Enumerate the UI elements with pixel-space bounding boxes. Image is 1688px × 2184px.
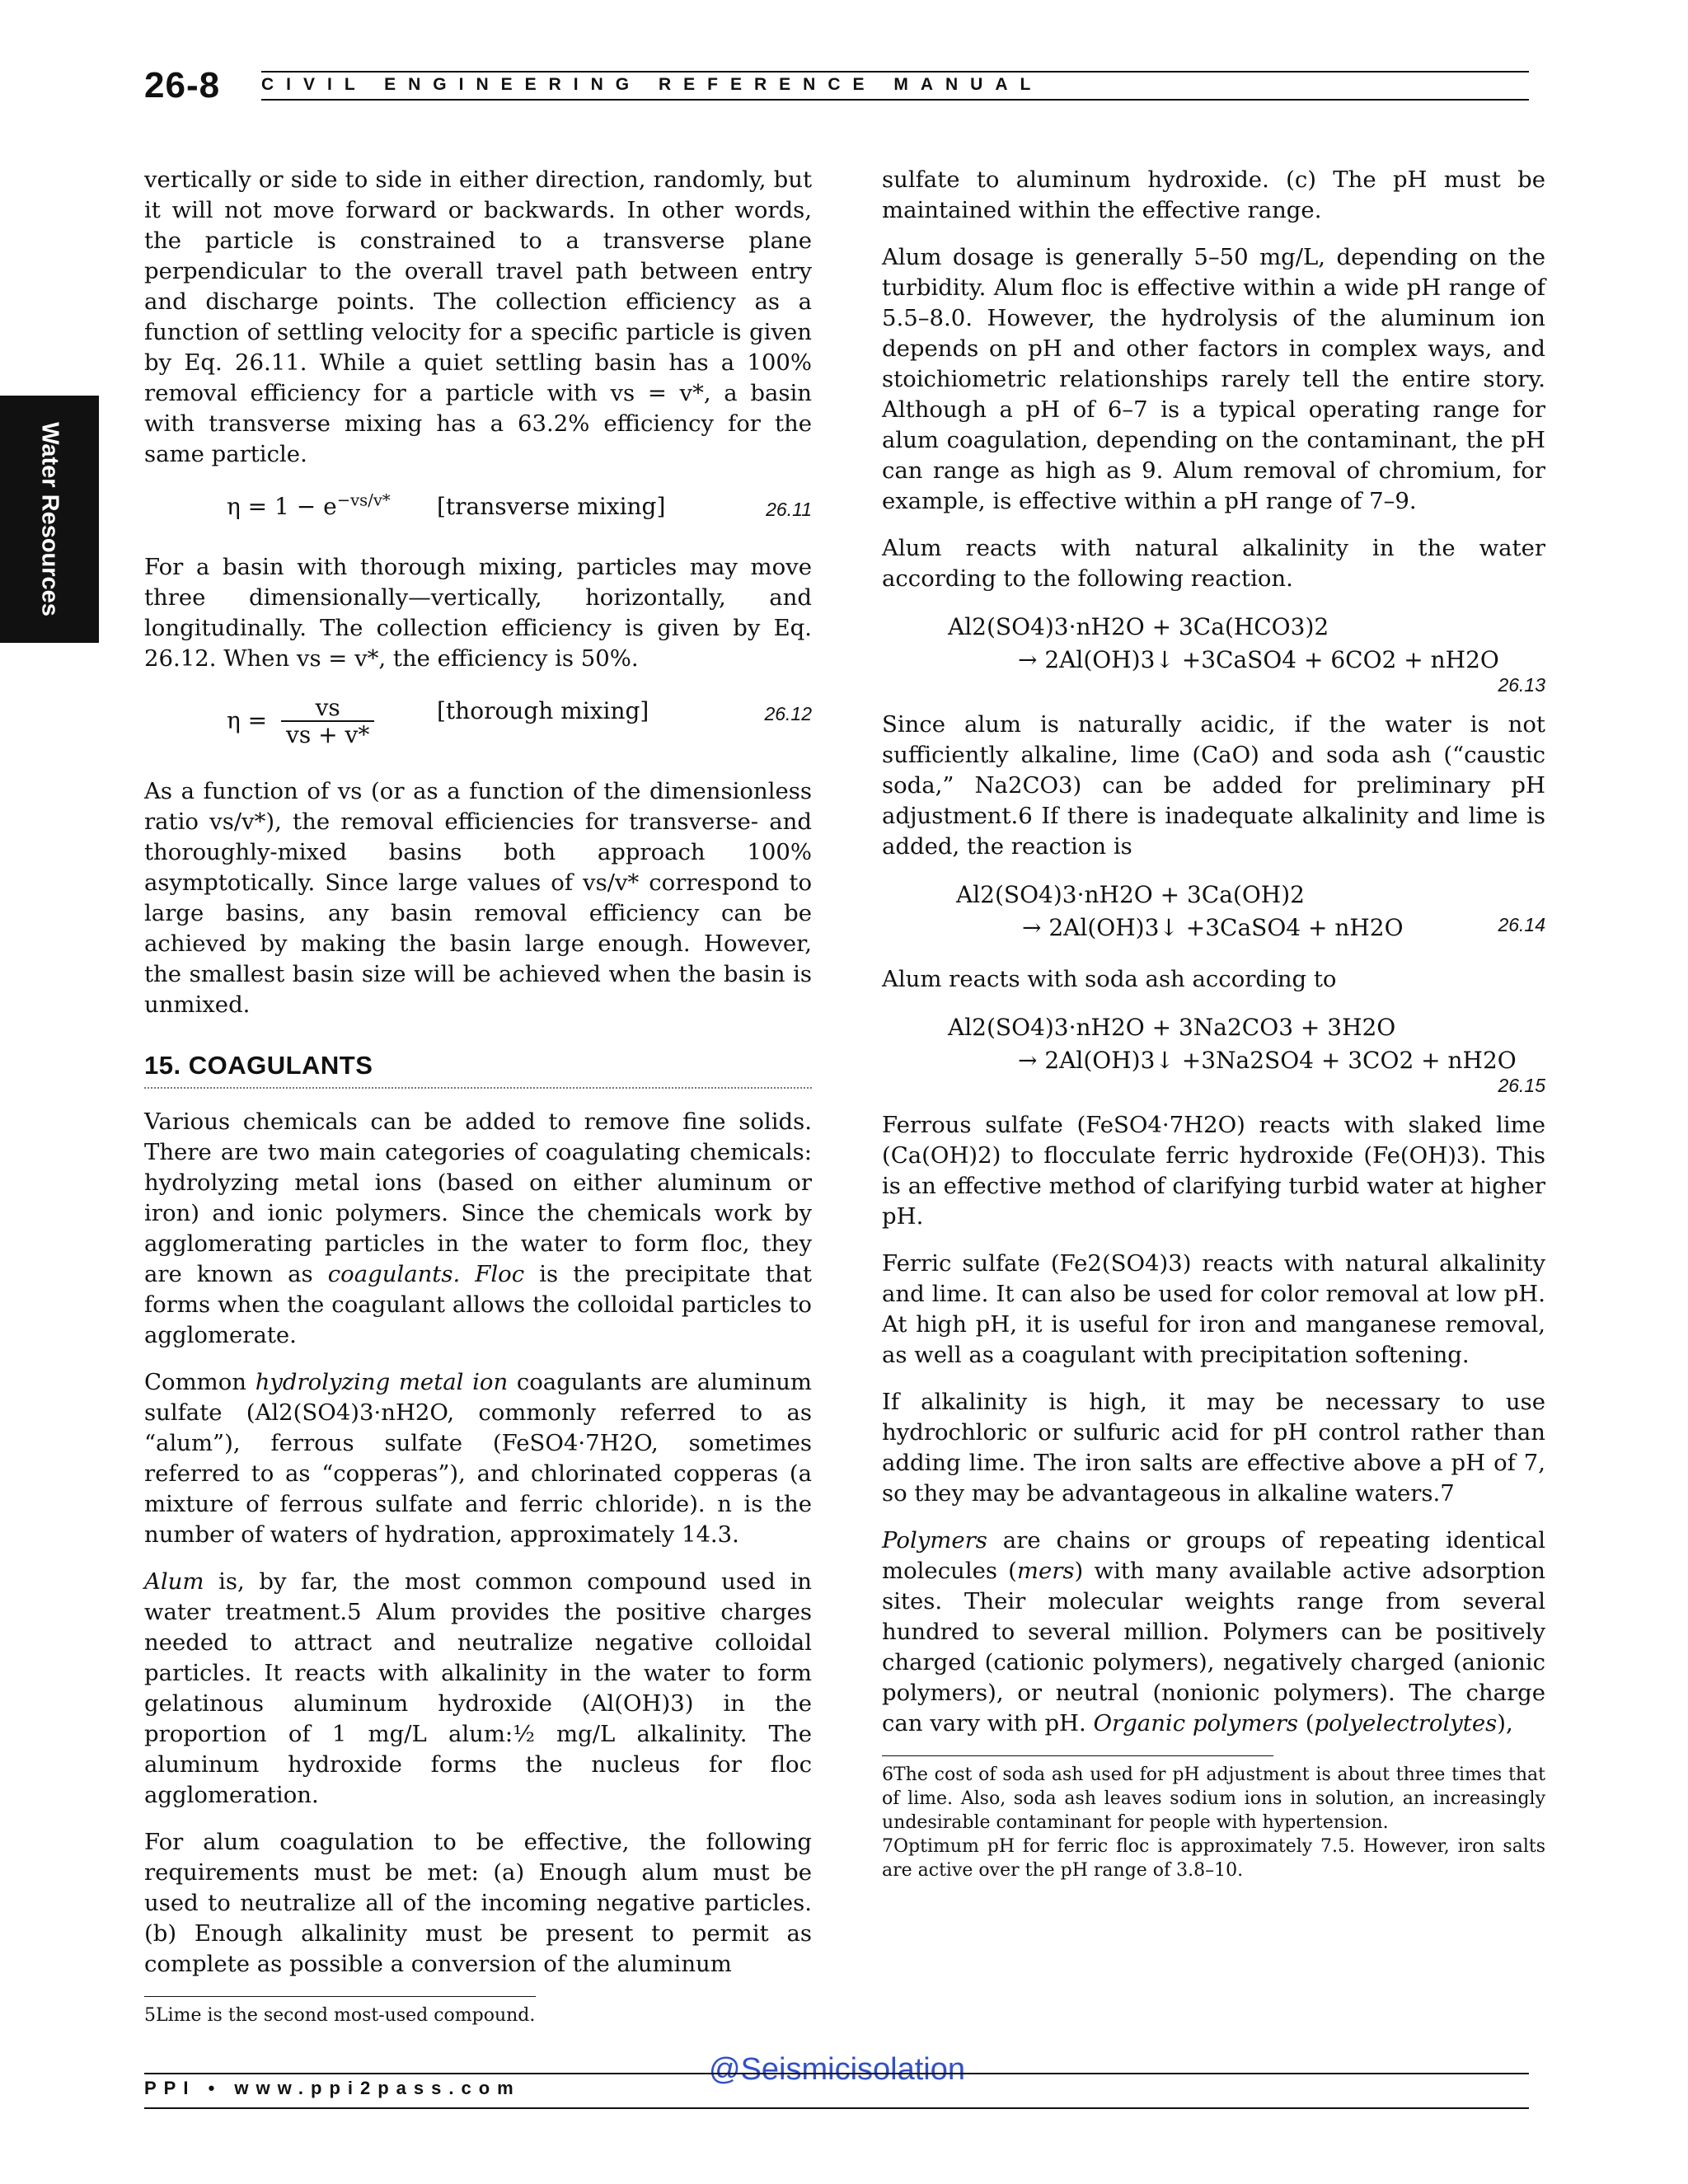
footer-rule-top: [144, 2073, 1529, 2074]
equation-number: 26.14: [1498, 914, 1545, 935]
paragraph: vertically or side to side in either direction, randomly, but it will not move forward or backwards. In other words, the particle is constrained to a transverse plane perpendicular to the overall travel path between entry and discharge points. The collection efficiency as a function of settling velocity for a specific particle is given by Eq. 26.11. While a quiet settling basin has a 100% removal efficiency for a particle with vs = v*, a basin with transverse mixing has a 63.2% efficiency for the same particle.: [144, 166, 812, 467]
watermark: @Seismicisolation: [709, 2052, 966, 2087]
footnote-5: 5Lime is the second most-used compound.: [144, 2005, 536, 2026]
equation-26-11: [144, 486, 812, 532]
equation-number: 26.12: [764, 703, 812, 724]
equation-condition: [thorough mixing]: [437, 697, 649, 724]
side-tab-label: Water Resources: [36, 422, 63, 616]
footer-text: PPI • www.ppi2pass.com: [144, 2078, 521, 2098]
paragraph: For a basin with thorough mixing, particles may move three dimensionally—vertically, horizontally, and longitudinally. The collection efficiency is given by Eq. 26.12. When vs = v*, the efficiency is 50%.: [144, 554, 812, 672]
section-heading: 15. COAGULANTS: [144, 1050, 812, 1089]
equation-body: $\eta = 1 - e^{-vs/v*}$: [227, 490, 391, 520]
footer-rule-bottom: [144, 2107, 1529, 2109]
reaction-26-13: Al2(SO4)3·nH2O + 3Ca(HCO3)2 → 2Al(OH)3↓ +3CaSO4 + 6CO2 + nH2O 26.13: [882, 611, 1545, 677]
equation-body: η = $\frac{vs}{vs + v*}$: [227, 696, 374, 748]
footnote-7: 7Optimum pH for ferric floc is approximately 7.5. However, iron salts are active over the pH range of 3.8–10.: [882, 1836, 1545, 1881]
header-rule-top: [261, 71, 1529, 73]
paragraph: Alum is, by far, the most common compound used in water treatment.5 Alum provides the positive charges needed to attract and neutralize negative colloidal particles. It reacts with alkalinity in the water to form gelatinous aluminum hydroxide (Al(OH)3) in the proportion of 1 mg/L alum:½ mg/L alkalinity. The aluminum hydroxide forms the nucleus for floc agglomeration.: [144, 1568, 812, 1808]
page-number: 26-8: [144, 65, 221, 105]
page-footer: [144, 2073, 1529, 2114]
paragraph: Alum dosage is generally 5–50 mg/L, depending on the turbidity. Alum floc is effective within a wide pH range of 5.5–8.0. However, the hydrolysis of the aluminum ion depends on pH and other factors in complex ways, and stoichiometric relationships rarely tell the entire story. Although a pH of 6–7 is a typical operating range for alum coagulation, depending on the contaminant, the pH can range as high as 9. Alum removal of chromium, for example, is effective within a pH range of 7–9.: [882, 244, 1545, 514]
reaction-26-15: Al2(SO4)3·nH2O + 3Na2CO3 + 3H2O → 2Al(OH)3↓ +3Na2SO4 + 3CO2 + nH2O 26.15: [882, 1011, 1545, 1077]
equation-number: 26.11: [766, 499, 812, 520]
equation-number: 26.15: [1498, 1075, 1545, 1096]
paragraph: Various chemicals can be added to remove fine solids. There are two main categories of coagulating chemicals: hydrolyzing metal ions (based on either aluminum or iron) and ionic polymers. Since the chemicals work by agglomerating particles in the water to form floc, they are known as coagulants. Floc is the precipitate that forms when the coagulant allows the colloidal particles to agglomerate.: [144, 1108, 812, 1348]
right-column: [882, 165, 1545, 1882]
header-rule-bottom: [261, 99, 1529, 101]
paragraph: If alkalinity is high, it may be necessary to use hydrochloric or sulfuric acid for pH control rather than adding lime. The iron salts are effective above a pH of 7, so they may be advantageous in alkaline waters.7: [882, 1389, 1545, 1507]
fraction: $\frac{vs}{vs + v*}$: [281, 696, 374, 748]
page-header: [144, 65, 1529, 105]
paragraph: As a function of vs (or as a function of the dimensionless ratio vs/v*), the removal efficiencies for transverse- and thoroughly-mixed basins both approach 100% asymptotically. Since large values of vs/v* correspond to large basins, any basin removal efficiency can be achieved by making the basin large enough. However, the smallest basin size will be achieved when the basin is unmixed.: [144, 778, 812, 1018]
paragraph: For alum coagulation to be effective, the following requirements must be met: (a) Enough alum must be used to neutralize all of the incoming negative particles. (b) Enough alkalinity must be present to permit as complete as possible a conversion of the aluminum: [144, 1829, 812, 1977]
equation-26-12: [144, 691, 812, 757]
paragraph: Since alum is naturally acidic, if the water is not sufficiently alkaline, lime (CaO) and soda ash (“caustic soda,” Na2CO3) can be added for preliminary pH adjustment.6 If there is inadequate alkalinity and lime is added, the reaction is: [882, 711, 1545, 860]
paragraph: Alum reacts with natural alkalinity in the water according to the following reaction.: [882, 535, 1545, 592]
paragraph: Alum reacts with soda ash according to: [882, 966, 1337, 992]
manual-title: CIVIL ENGINEERING REFERENCE MANUAL: [261, 75, 1043, 94]
footnote-6: 6The cost of soda ash used for pH adjustment is about three times that of lime. Also, soda ash leaves sodium ions in solution, an increasingly undesirable contaminant for people with hypertension.: [882, 1765, 1545, 1833]
paragraph: Ferrous sulfate (FeSO4·7H2O) reacts with slaked lime (Ca(OH)2) to flocculate ferric hydroxide (Fe(OH)3). This is an effective method of clarifying turbid water at higher pH.: [882, 1112, 1545, 1230]
left-column: [144, 165, 812, 2027]
paragraph: Polymers are chains or groups of repeating identical molecules (mers) with many available active adsorption sites. Their molecular weights range from several hundred to several million. Polymers can be positively charged (cationic polymers), negatively charged (anionic polymers), or neutral (nonionic polymers). The charge can vary with pH. Organic polymers (polyelectrolytes),: [882, 1527, 1545, 1736]
equation-number: 26.13: [1498, 674, 1545, 696]
paragraph: Ferric sulfate (Fe2(SO4)3) reacts with natural alkalinity and lime. It can also be used for color removal at low pH. At high pH, it is useful for iron and manganese removal, as well as a coagulant with precipitation softening.: [882, 1250, 1545, 1368]
equation-condition: [transverse mixing]: [437, 493, 666, 520]
footnote-rule: [882, 1755, 1273, 1756]
reaction-26-14: Al2(SO4)3·nH2O + 3Ca(OH)2 → 2Al(OH)3↓ +3CaSO4 + nH2O 26.14: [956, 881, 1545, 941]
side-tab: [0, 396, 99, 643]
paragraph: sulfate to aluminum hydroxide. (c) The pH must be maintained within the effective range.: [882, 166, 1545, 223]
footnote-rule: [144, 1996, 536, 1997]
paragraph: Common hydrolyzing metal ion coagulants are aluminum sulfate (Al2(SO4)3·nH2O, commonly referred to as “alum”), ferrous sulfate (FeSO4·7H2O, sometimes referred to as “copperas”), and chlorinated copperas (a mixture of ferrous sulfate and ferric chloride). n is the number of waters of hydration, approximately 14.3.: [144, 1369, 812, 1548]
